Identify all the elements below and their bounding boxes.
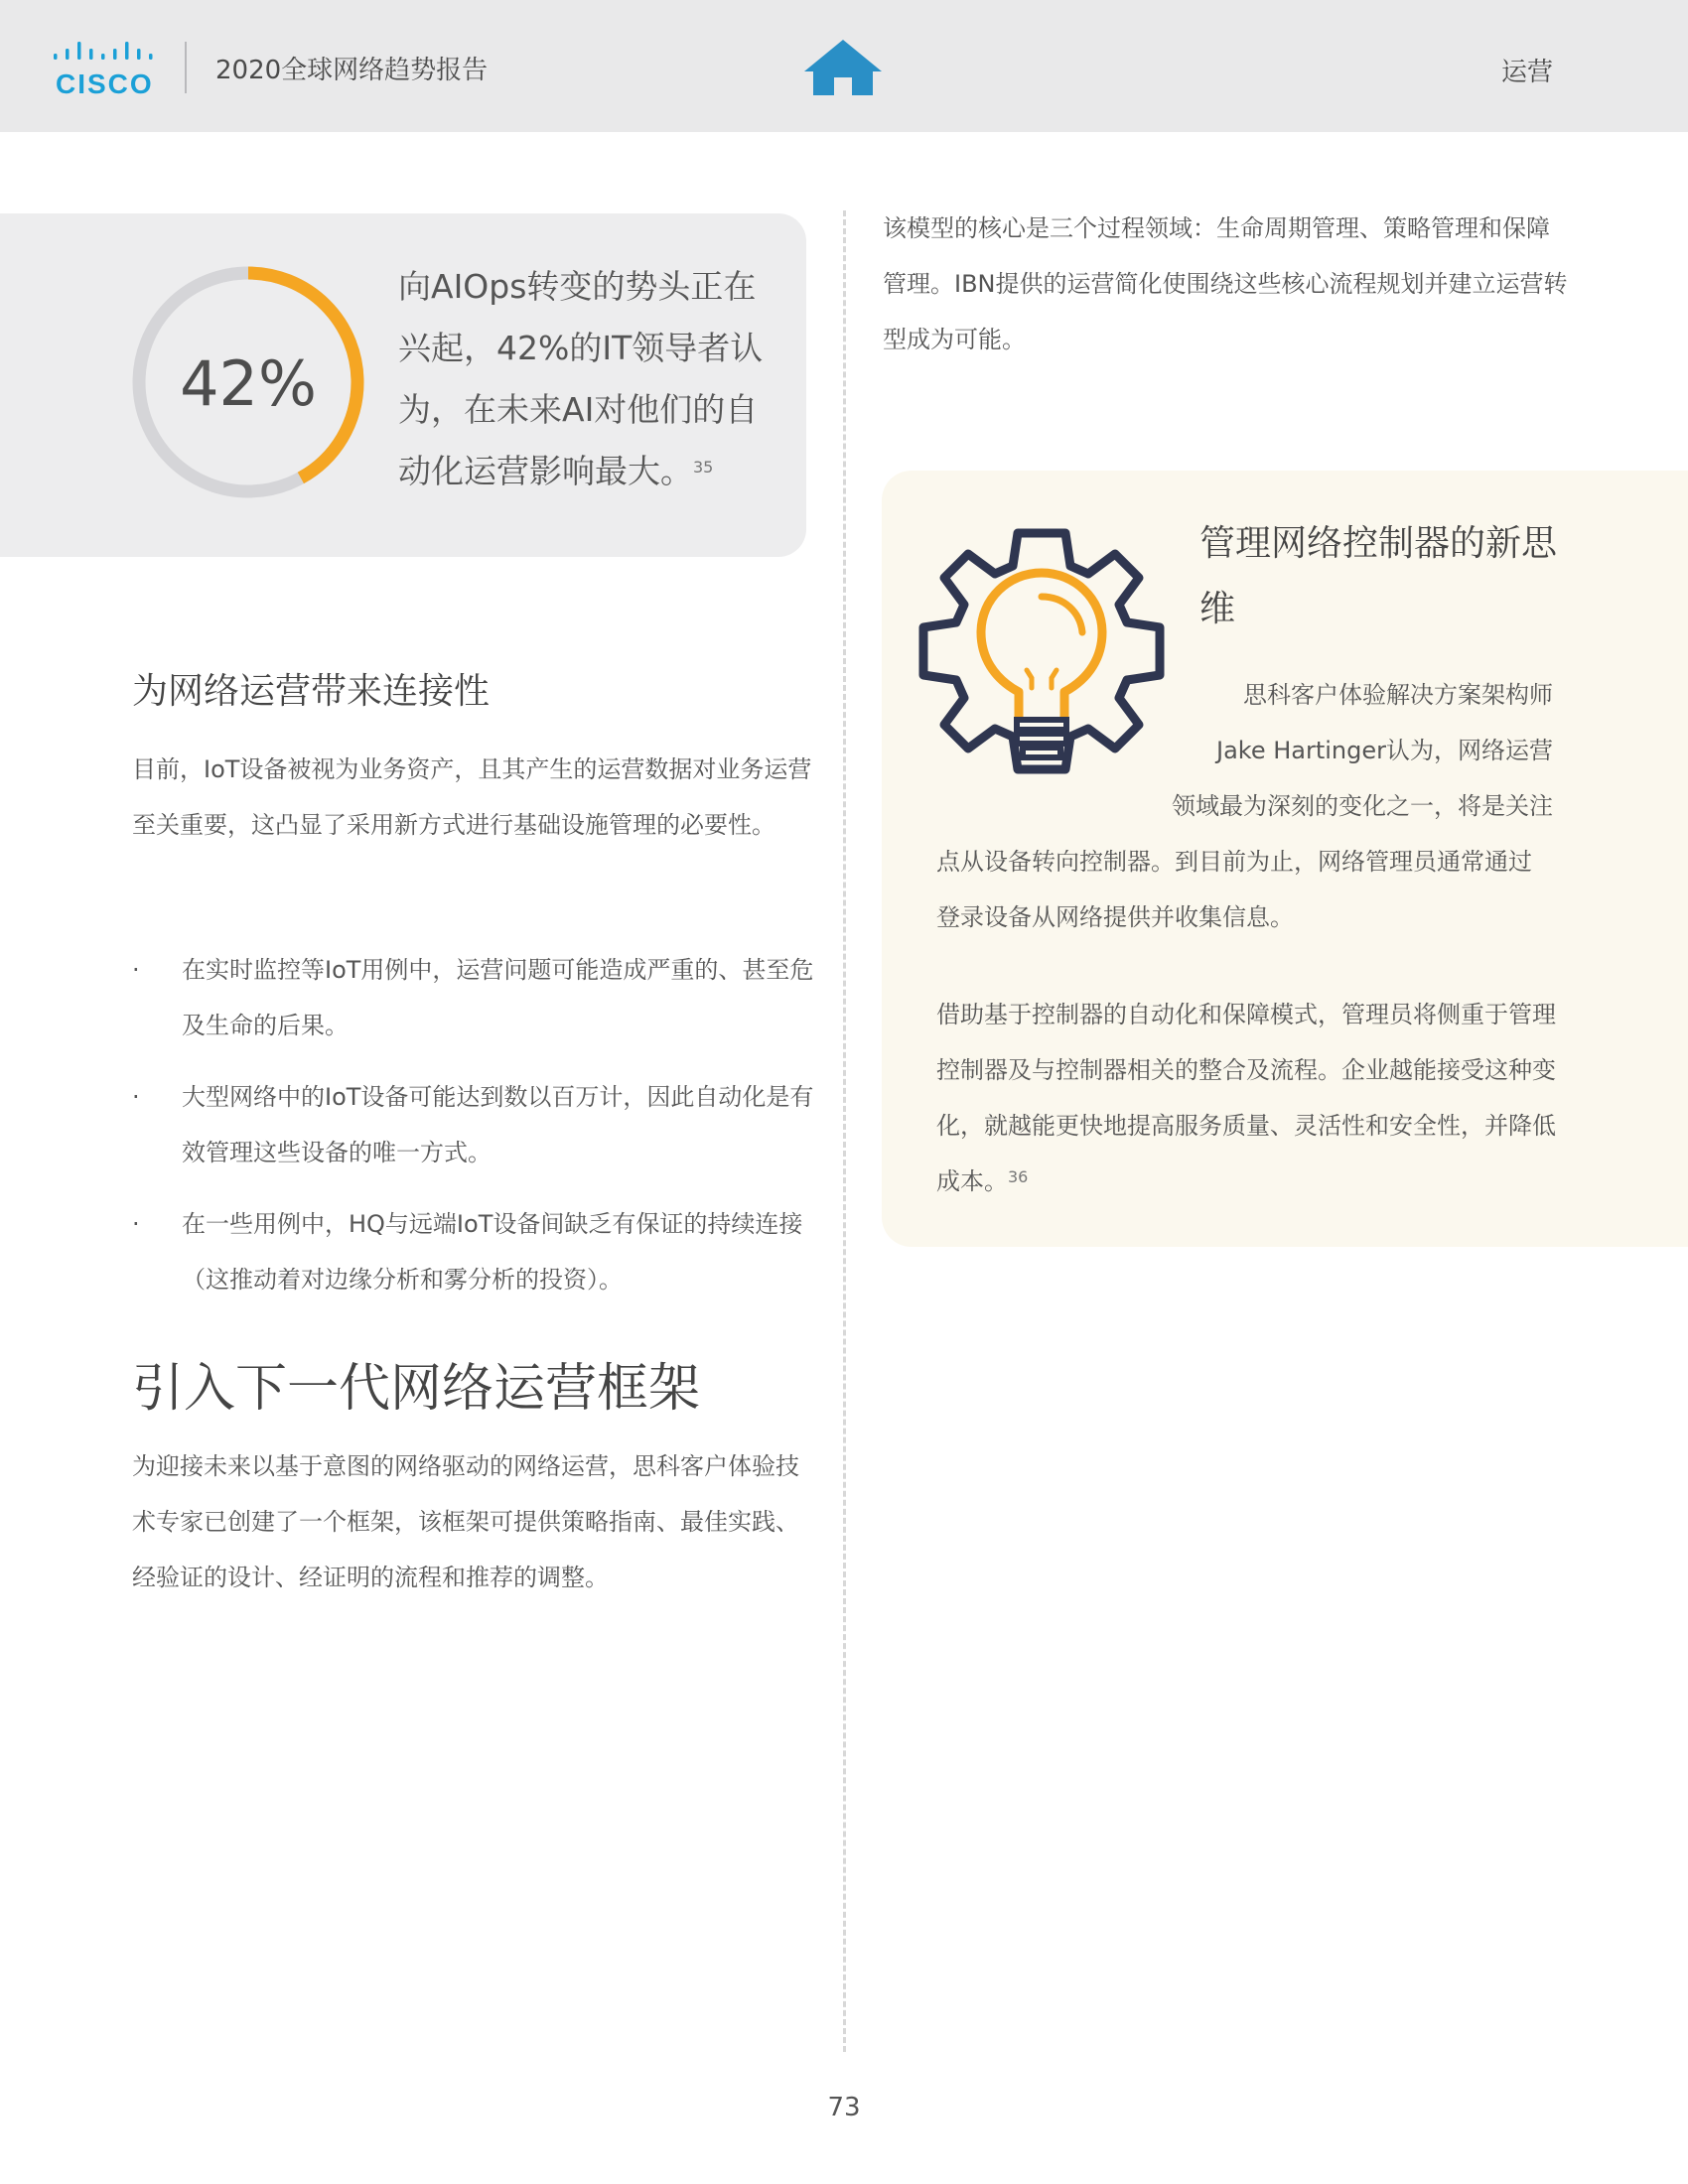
section-link[interactable]: 运营 <box>1501 58 1554 87</box>
list-item <box>132 942 817 1053</box>
callout-line: 点从设备转向控制器。到目前为止，网络管理员通常通过 <box>936 848 1532 876</box>
stat-value: 42% <box>180 347 317 420</box>
cisco-logo-text: CISCO <box>56 68 154 99</box>
stat-text-body: 向AIOps转变的势头正在兴起，42%的IT领导者认为，在未来AI对他们的自动化运营影响最大。 <box>398 267 764 490</box>
bullet-dot: · <box>132 1210 140 1238</box>
bullet-text: 大型网络中的IoT设备可能达到数以百万计，因此自动化是有效管理这些设备的唯一方式。 <box>182 1083 814 1166</box>
bullet-text: 在一些用例中，HQ与远端IoT设备间缺乏有保证的持续连接（这推动着对边缘分析和雾分析的投资）。 <box>182 1210 803 1294</box>
paragraph-iot: 目前，IoT设备被视为业务资产，且其产生的运营数据对业务运营至关重要，这凸显了采用新方式进行基础设施管理的必要性。 <box>132 755 812 839</box>
column-divider <box>843 210 846 2052</box>
paragraph-model-core: 该模型的核心是三个过程领域：生命周期管理、策略管理和保障管理。IBN提供的运营简化使围绕这些核心流程规划并建立运营转型成为可能。 <box>883 214 1568 353</box>
callout-line: 领域最为深刻的变化之一，将是关注 <box>1172 792 1553 820</box>
bullet-dot: · <box>132 1083 140 1111</box>
bullet-text: 在实时监控等IoT用例中，运营问题可能造成严重的、甚至危及生命的后果。 <box>182 956 814 1039</box>
report-title: 2020全球网络趋势报告 <box>215 56 489 85</box>
section-heading-connectivity: 为网络运营带来连接性 <box>132 671 491 712</box>
callout-line: 思科客户体验解决方案架构师 <box>1243 681 1553 709</box>
page-number: 73 <box>827 2093 861 2122</box>
callout-paragraph-body: 借助基于控制器的自动化和保障模式，管理员将侧重于管理控制器及与控制器相关的整合及流程。企业越能接受这种变化，就越能更快地提高服务质量、灵活性和安全性，并降低成本。 <box>936 1001 1556 1195</box>
bullet-dot: · <box>132 956 140 984</box>
list-item <box>132 1069 817 1180</box>
callout-title: 管理网络控制器的新思维 <box>1199 523 1558 629</box>
footnote-36[interactable]: 36 <box>1008 1167 1029 1186</box>
callout-line: 登录设备从网络提供并收集信息。 <box>936 903 1294 931</box>
gear-lightbulb-icon <box>912 521 1172 781</box>
footnote-35[interactable]: 35 <box>693 458 714 477</box>
list-item <box>132 1196 817 1307</box>
paragraph-framework: 为迎接未来以基于意图的网络驱动的网络运营，思科客户体验技术专家已创建了一个框架，该框架可提供策略指南、最佳实践、经验证的设计、经证明的流程和推荐的调整。 <box>132 1452 799 1591</box>
header-divider <box>185 42 187 93</box>
stat-text <box>398 256 780 502</box>
callout-line: Jake Hartinger认为，网络运营 <box>1216 737 1553 764</box>
callout-paragraph <box>936 987 1562 1209</box>
section-heading-framework: 引入下一代网络运营框架 <box>132 1359 701 1419</box>
home-icon[interactable] <box>802 38 884 97</box>
